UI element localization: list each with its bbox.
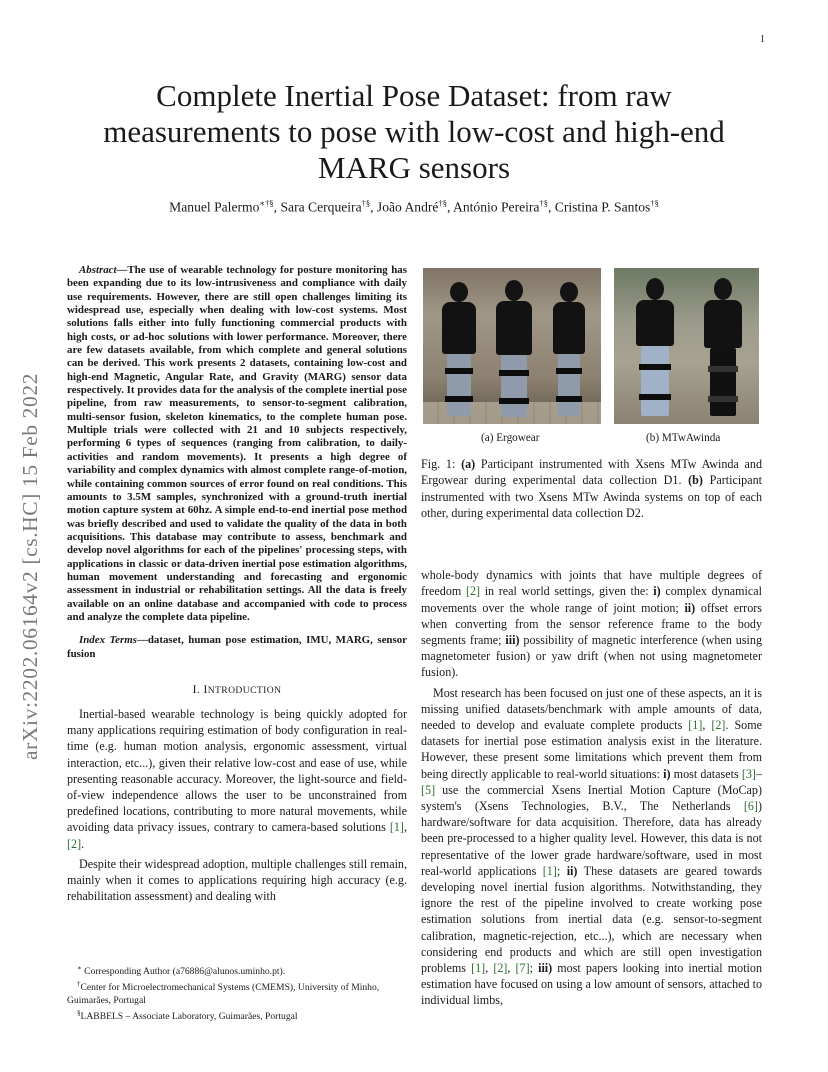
- enumerator: iii): [505, 633, 520, 647]
- right-column: [421, 268, 762, 1013]
- enumerator: ii): [566, 863, 578, 878]
- right-paragraph-2: Most research has been focused on just one of these aspects, an it is missing unified datasets/benchmark with ample amounts of data, needed to develop and evaluate complete products [1], [2]. Some datasets for inertial pose estimation analysis exist in the literature. However, these present some limitations which prevent them from being directly applicable to real-world situations: i) most datasets [3]–[5] use the commercial Xsens Inertial Motion Capture (MoCap) system's (Xsens Technologies, B.V., The Netherlands [6]) hardware/software for data acquisition. Therefore, data has already been pre-processed to a higher quality level. However, this data is not representative of the lower grade hardware/software, used in most real-world applications [1]; ii) These datasets are geared towards developing novel inertial fusion algorithms. Notwithstanding, they ignore the rest of the pipeline involved to create working pose estimation solutions from inertial data (e.g. sensor-to-segment calibration, magnetic-rejection, etc...), which are necessary when considering end products and which are still open investigation problems [1], [2], [7]; iii) most papers looking into inertial motion estimation have focused on using a low amount of sensors, attached to individual limbs,: [421, 685, 763, 1008]
- author-name: Cristina P. Santos: [554, 199, 651, 215]
- abstract-label: Abstract: [79, 264, 117, 276]
- author-name: António Pereira: [453, 199, 540, 215]
- participant-figure: [700, 268, 746, 424]
- citation-link[interactable]: [6]: [743, 799, 758, 814]
- footnote-text: LABBELS – Associate Laboratory, Guimarães, Portugal: [80, 1011, 298, 1023]
- citation-link[interactable]: [1]: [688, 718, 703, 733]
- participant-figure: [632, 268, 678, 424]
- footnote-mark: §: [77, 1008, 81, 1017]
- index-terms-text: —dataset, human pose estimation, IMU, MARG, sensor fusion: [67, 634, 407, 660]
- author-list: Manuel Palermo∗†§, Sara Cerqueira†§, João André†§, António Pereira†§, Cristina P. Santos†§: [169, 198, 659, 215]
- right-body: [421, 567, 762, 1008]
- footnote-corresponding: [67, 962, 407, 978]
- footnotes: [67, 962, 407, 1023]
- footnote-cmems: [67, 978, 407, 1007]
- author-affiliation-marks: †§: [438, 198, 447, 208]
- figure-1-photos: [421, 268, 762, 426]
- caption-b-label: (b): [688, 473, 703, 488]
- paper-title: Complete Inertial Pose Dataset: from raw measurements to pose with low-cost and high-end MARG sensors: [103, 78, 725, 185]
- caption-b-text: Participant instrumented with two Xsens MTw Awinda systems on top of each other, during experimental data collection D2.: [421, 473, 762, 520]
- footnote-text: Corresponding Author (a76886@alunos.uminho.pt).: [81, 966, 286, 978]
- intro-paragraph-1: Inertial-based wearable technology is being quickly adopted for many applications requiring estimation of body configuration in real-time (e.g. human motion analysis, ergonomic assessment, virtual interaction, etc...), given their relative low-cost and ease of use, while presenting reasonable accuracy. Moreover, the light-source and field-of-view independence allows the user to be unconstrained from predefined locations, contributing to more natural movements, while avoiding data privacy issues, contrary to camera-based solutions [1], [2].: [67, 706, 407, 851]
- author-affiliation-marks: †§: [539, 198, 548, 208]
- section-heading-text: I. INTRODUCTION: [192, 682, 282, 696]
- participant-figure: [549, 268, 589, 424]
- subcaption-a: (a) Ergowear: [481, 432, 540, 444]
- author-affiliation-marks: ∗†§: [259, 198, 274, 208]
- footnote-text: Center for Microelectromechanical Systems (CMEMS), University of Minho, Guimarães, Portugal: [67, 982, 380, 1006]
- citation-link[interactable]: [1]: [471, 961, 486, 976]
- page-number: 1: [760, 34, 765, 45]
- left-column: [67, 264, 407, 908]
- author-affiliation-marks: †§: [650, 198, 659, 208]
- enumerator: ii): [684, 600, 696, 615]
- citation-link[interactable]: [2]: [465, 584, 481, 599]
- figure-1-caption: [421, 456, 762, 521]
- citation-link[interactable]: [2]: [711, 718, 726, 733]
- footnote-labbels: [67, 1007, 407, 1023]
- citation-link[interactable]: [3]: [741, 766, 756, 781]
- enumerator: i): [653, 584, 661, 599]
- author-name: João André: [376, 199, 439, 215]
- figure-1-subcaptions: [421, 432, 762, 452]
- participant-figure: [493, 268, 535, 424]
- author-name: Sara Cerqueira: [280, 199, 362, 215]
- citation-link[interactable]: [2]: [493, 961, 508, 976]
- enumerator: iii): [538, 961, 553, 976]
- subcaption-b: (b) MTwAwinda: [646, 432, 721, 444]
- citation-link[interactable]: [1]: [542, 863, 557, 878]
- enumerator: i): [663, 766, 671, 781]
- author-affiliation-marks: †§: [361, 198, 371, 208]
- abstract-text: —The use of wearable technology for posture monitoring has been expanding due to its low-intrusiveness and compliance with daily use requirements. However, there are still open challenges limiting its widespread use, especially when dealing with low-cost systems. Most solutions falls either into fully functioning commercial products with high costs, or ad-hoc solutions with lower performance. Moreover, there are few datasets available, from which complete and general solutions can be derived. This work presents 2 datasets, containing low-cost and high-end Magnetic, Angular Rate, and Gravity (MARG) sensor data respectively. It provides data for the analysis of the complete inertial pose pipeline, from raw measurements, to sensor-to-segment calibration, multi-sensor fusion, skeleton kinematics, to the complete human pose. Multiple trials were collected with 21 and 10 subjects respectively, performing 6 types of sequences (ranging from calibration, to daily-activities and random movements). It presents a high degree of variability and complex dynamics with almost complete range-of-motion, while containing common sources of error found on real conditions. This amounts to 3.5M samples, synchronized with a ground-truth inertial motion capture system at 60hz. A simple end-to-end inertial pose method was briefly described and used to validate the quality of the data in both acquisitions. This database may contribute to assess, benchmark and develop novel algorithms for each of the pipelines' processing steps, with applications in classic or data-driven inertial pose estimation algorithms, human movement understanding and forecasting and ergonomic assessment in industrial or rehabilitation settings. All the data is freely available on an online database and accompanied with code to process and analyze the complete data pipeline.: [67, 264, 407, 623]
- mtwawinda-photo: [614, 268, 759, 424]
- participant-figure: [439, 268, 479, 424]
- caption-prefix: Fig. 1:: [421, 457, 462, 471]
- citation-link[interactable]: [5]: [421, 782, 436, 797]
- ergowear-photo: [423, 268, 601, 424]
- arxiv-side-stamp: arXiv:2202.06164v2 [cs.HC] 15 Feb 2022: [18, 372, 42, 760]
- abstract: [67, 264, 407, 624]
- index-terms: [67, 634, 407, 661]
- caption-a-label: (a): [461, 457, 476, 471]
- section-heading: [67, 683, 407, 696]
- right-paragraph-1: whole-body dynamics with joints that have multiple degrees of freedom [2] in real world settings, given the: i) complex dynamical movements over the whole range of joint motion; ii) offset errors when converting from the sensor reference frame to the body segments frame; iii) possibility of magnetic interference (when using magnetometer fusion) or yaw drift (when not using magnetometer fusion).: [421, 568, 762, 680]
- citation-link[interactable]: [1]: [389, 820, 404, 835]
- footnote-mark: †: [77, 980, 81, 989]
- author-name: Manuel Palermo: [169, 199, 260, 215]
- footnote-mark: ∗: [77, 964, 82, 972]
- index-terms-label: Index Terms: [79, 634, 137, 647]
- intro-paragraph-2: Despite their widespread adoption, multiple challenges still remain, mainly when it comes to applications requiring high accuracy (e.g. rehabilitation assessment) and dealing with: [67, 856, 407, 904]
- caption-a-text: Participant instrumented with Xsens MTw Awinda and Ergowear during experimental data collection D1.: [421, 457, 762, 488]
- citation-link[interactable]: [2]: [67, 836, 82, 851]
- citation-link[interactable]: [7]: [515, 961, 530, 976]
